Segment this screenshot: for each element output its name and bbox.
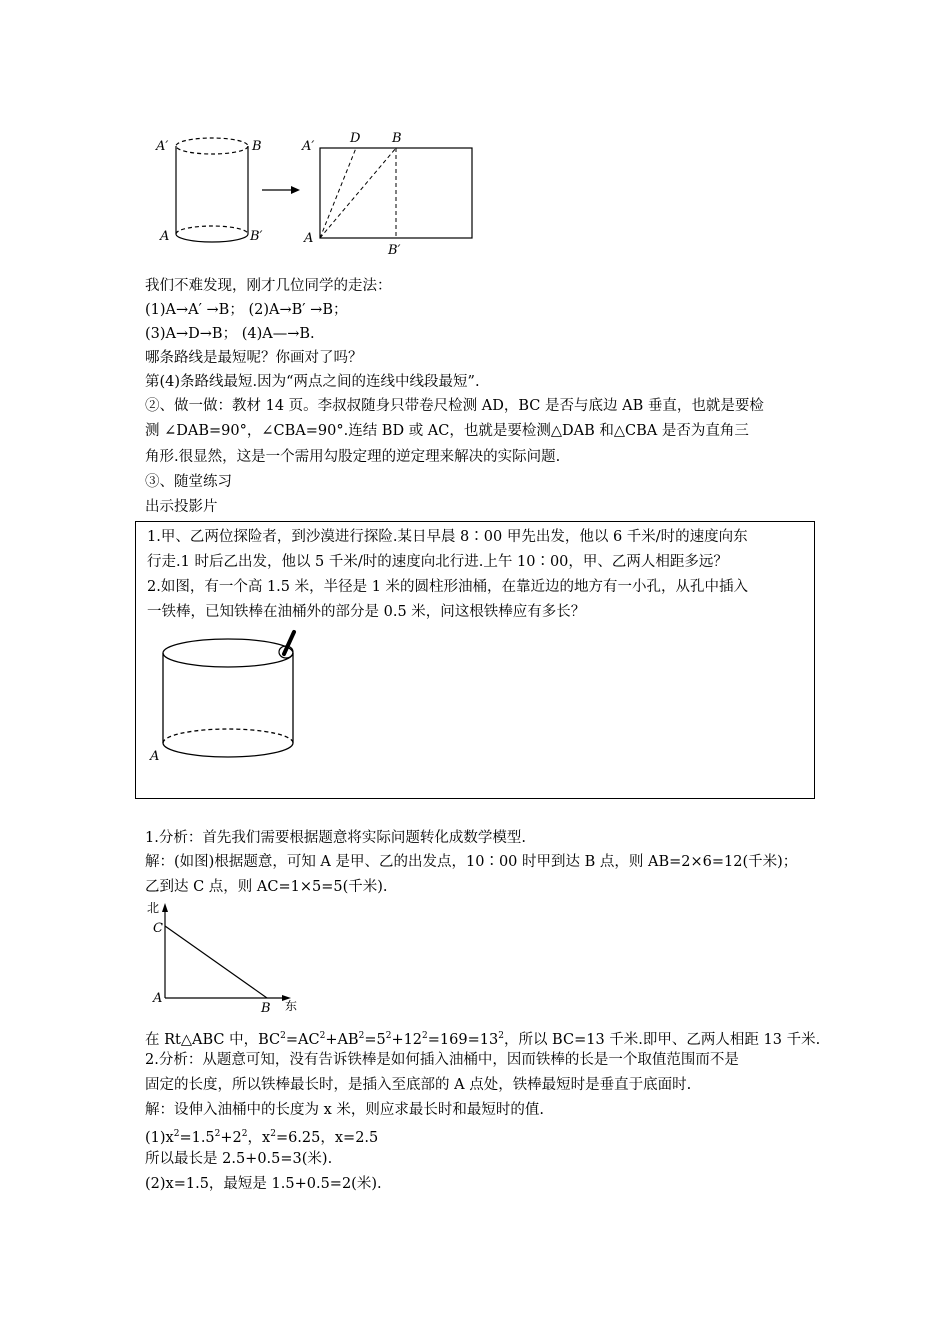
exercise-line: 行走.1 时后乙出发，他以 5 千米/时的速度向北行进.上午 10∶00，甲、乙两人相距多远？ [147, 554, 728, 570]
section-heading: ③、随堂练习 [145, 474, 232, 490]
arrow [262, 186, 300, 194]
triangle-figure [145, 898, 315, 1022]
label-a: A [160, 229, 170, 244]
exercise-line: 一铁棒，已知铁棒在油桶外的部分是 0.5 米，问这根铁棒应有多长？ [147, 604, 586, 620]
paragraph-equation: $(1)x^2=1.5^2+2^2$，$x^2=6.25$，x=2.5 [145, 1129, 379, 1146]
paragraph: ②、做一做：教材 14 页。李叔叔随身只带卷尺检测 AD，BC 是否与底边 AB 垂直，也就是要检 [145, 398, 764, 414]
paragraph: 乙到达 C 点，则 AC=1×5=5(千米). [145, 879, 388, 895]
paragraph: 出示投影片 [145, 499, 218, 515]
paragraph: 我们不难发现，刚才几位同学的走法： [145, 278, 392, 294]
paragraph: 测 ∠DAB=90°，∠CBA=90°.连结 BD 或 AC，也就是要检测△DAB 和△CBA 是否为直角三 [145, 423, 749, 439]
paragraph: 解：(如图)根据题意，可知 A 是甲、乙的出发点，10∶00 时甲到达 B 点，则 AB=2×6=12(千米)； [145, 854, 798, 870]
label-b: B [252, 139, 262, 154]
unfolded-rectangle [320, 148, 472, 238]
label-a-prime: A′ [156, 139, 169, 154]
exercise-box [135, 521, 815, 799]
paragraph: (3)A→D→B； (4)A—→B. [145, 326, 315, 342]
paragraph: 2.分析：从题意可知，没有告诉铁棒是如何插入油桶中，因而铁棒的长是一个取值范围而不是 [145, 1052, 739, 1068]
cylinder [176, 138, 248, 242]
paragraph: 1.分析：首先我们需要根据题意将实际问题转化成数学模型. [145, 830, 526, 846]
label-a: A [153, 991, 163, 1006]
paragraph: 哪条路线是最短呢？你画对了吗？ [145, 350, 363, 366]
paragraph: (2)x=1.5，最短是 1.5+0.5=2(米). [145, 1176, 382, 1192]
oil-barrel-figure [146, 626, 326, 776]
label-c: C [153, 921, 163, 936]
label-b: B [261, 1001, 271, 1016]
label-north: 北 [147, 901, 160, 915]
label-a-2: A [304, 231, 314, 246]
paragraph: 角形.很显然，这是一个需用勾股定理的逆定理来解决的实际问题. [145, 449, 561, 465]
paragraph: 解：设伸入油桶中的长度为 x 米，则应求最长时和最短时的值. [145, 1102, 545, 1118]
label-b-2: B [392, 131, 402, 146]
label-a-prime-2: A′ [302, 139, 315, 154]
paragraph: (1)A→A′ →B； (2)A→B′ →B； [145, 302, 348, 318]
label-d: D [350, 131, 361, 146]
paragraph-pythagoras: 在 Rt△ABC 中，$BC^2=AC^2+AB^2=5^2+12^2=169=13^2$，所以 BC=13 千米.即甲、乙两人相距 13 千米. [145, 1031, 821, 1048]
label-b-prime: B′ [250, 229, 263, 244]
label-b-prime-2: B′ [388, 243, 401, 258]
paragraph: 所以最长是 2.5+0.5=3(米). [145, 1151, 333, 1167]
exercise-line: 2.如图，有一个高 1.5 米，半径是 1 米的圆柱形油桶，在靠近边的地方有一小孔，从孔中插入 [147, 579, 749, 595]
paragraph: 固定的长度，所以铁棒最长时，是插入至底部的 A 点处，铁棒最短时是垂直于底面时. [145, 1077, 692, 1093]
cylinder-unfold-figure [150, 128, 490, 258]
paragraph: 第(4)条路线最短.因为“两点之间的连线中线段最短”. [145, 374, 480, 390]
label-a: A [150, 749, 160, 764]
exercise-line: 1.甲、乙两位探险者，到沙漠进行探险.某日早晨 8∶00 甲先出发，他以 6 千米/时的速度向东 [147, 529, 748, 545]
label-east: 东 [285, 999, 298, 1013]
